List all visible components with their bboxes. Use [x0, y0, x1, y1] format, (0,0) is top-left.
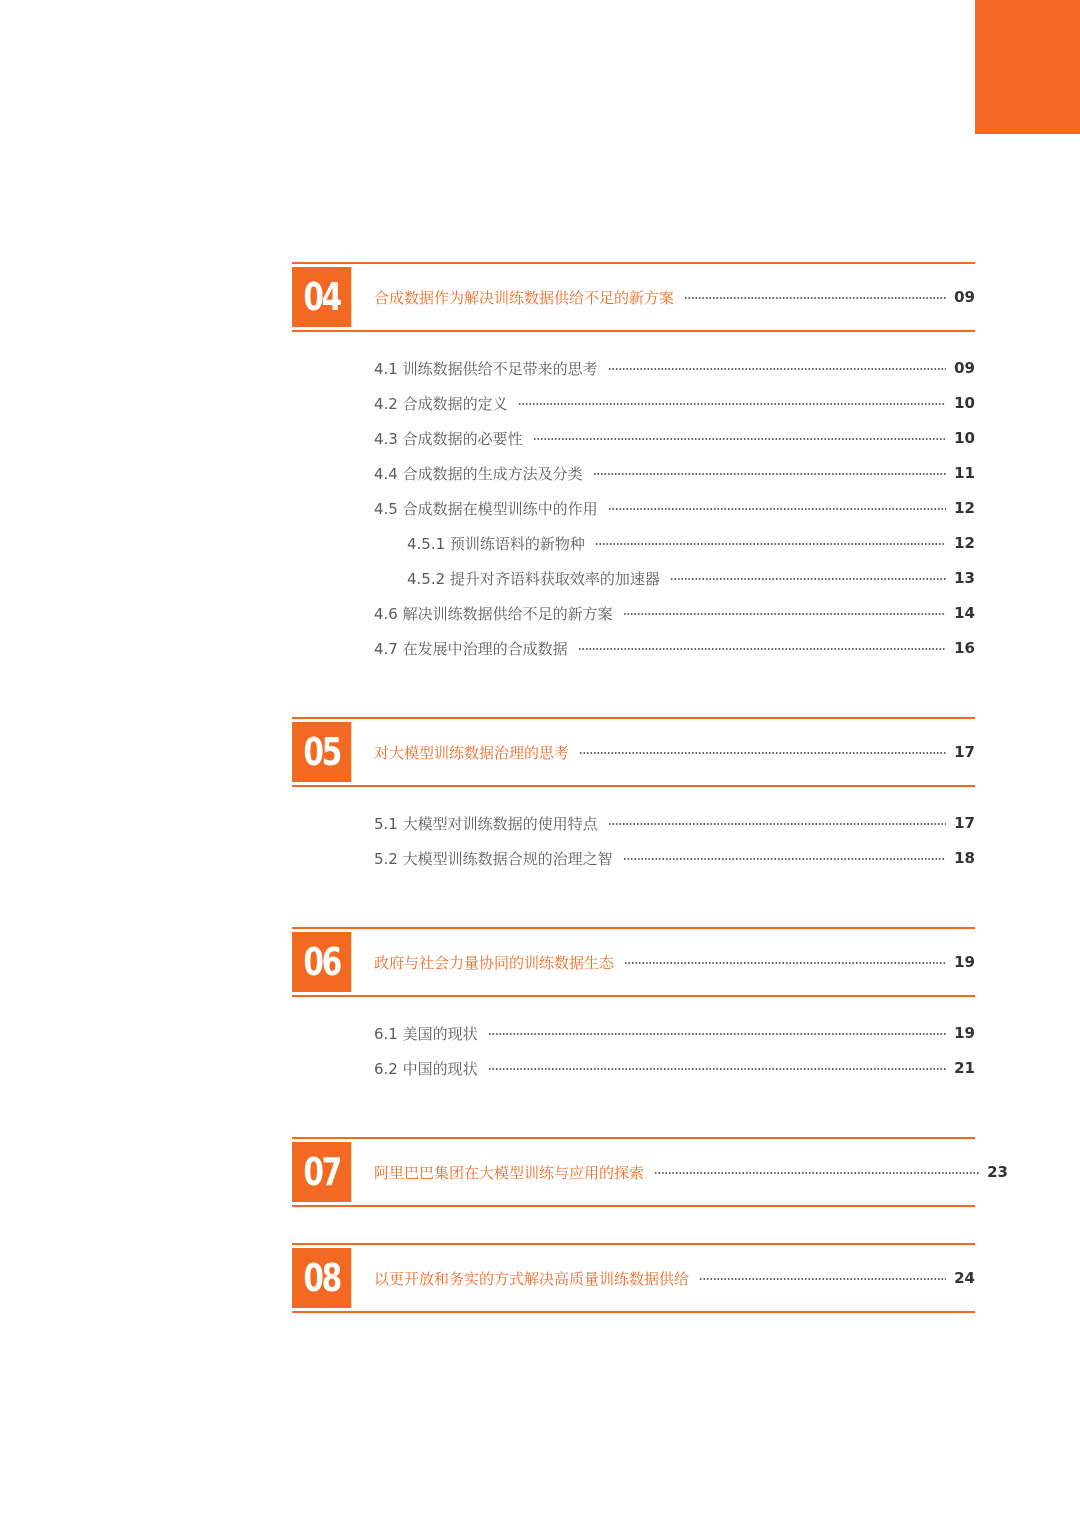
toc-entry-label[interactable]: 4.5.2 提升对齐语料获取效率的加速器 — [407, 569, 660, 588]
chapter-number-badge: 07 — [292, 1142, 351, 1202]
toc-entry-label[interactable]: 5.1 大模型对训练数据的使用特点 — [374, 814, 598, 833]
toc-entry-page: 10 — [954, 394, 975, 412]
toc-subentry[interactable] — [407, 532, 975, 554]
toc-entry-page: 19 — [954, 1024, 975, 1042]
toc-entry-label[interactable]: 6.2 中国的现状 — [374, 1059, 478, 1078]
toc-entry-label[interactable]: 4.6 解决训练数据供给不足的新方案 — [374, 604, 613, 623]
chapter-rule-top — [292, 927, 975, 929]
toc-entry-page: 09 — [954, 359, 975, 377]
chapter-rule-bottom — [292, 785, 975, 787]
leader-dots — [623, 858, 947, 860]
chapter-page-number: 24 — [954, 1269, 975, 1287]
toc-entry-page: 10 — [954, 429, 975, 447]
leader-dots — [488, 1033, 947, 1035]
toc-entry[interactable] — [374, 357, 975, 379]
chapter-rule-top — [292, 262, 975, 264]
chapter-title-row[interactable] — [374, 1267, 975, 1289]
chapter-rule-top — [292, 717, 975, 719]
toc-entry-page: 17 — [954, 814, 975, 832]
toc-entry[interactable] — [374, 637, 975, 659]
chapter-06 — [292, 927, 975, 997]
chapter-rule-top — [292, 1243, 975, 1245]
chapter-rule-top — [292, 1137, 975, 1139]
leader-dots — [608, 508, 947, 510]
toc-entry-page: 21 — [954, 1059, 975, 1077]
chapter-title-row[interactable] — [374, 286, 975, 308]
chapter-number-badge: 05 — [292, 722, 351, 782]
toc-subentry[interactable] — [407, 567, 975, 589]
chapter-07 — [292, 1137, 1008, 1207]
chapter-04 — [292, 262, 975, 332]
leader-dots — [608, 823, 947, 825]
chapter-page-number: 23 — [987, 1163, 1008, 1181]
toc-entry[interactable] — [374, 392, 975, 414]
leader-dots — [579, 752, 946, 754]
leader-dots — [488, 1068, 947, 1070]
chapter-rule-bottom — [292, 1311, 975, 1313]
chapter-title[interactable]: 合成数据作为解决训练数据供给不足的新方案 — [374, 288, 675, 307]
chapter-number-badge: 08 — [292, 1248, 351, 1308]
leader-dots — [518, 403, 947, 405]
chapter-number-badge: 04 — [292, 267, 351, 327]
toc-entry[interactable] — [374, 1022, 975, 1044]
chapter-title-row[interactable] — [374, 1161, 1008, 1183]
leader-dots — [699, 1278, 946, 1280]
chapter-rule-bottom — [292, 995, 975, 997]
toc-entry-label[interactable]: 4.2 合成数据的定义 — [374, 394, 508, 413]
toc-entry[interactable] — [374, 1057, 975, 1079]
leader-dots — [608, 368, 947, 370]
chapter-rule-bottom — [292, 1205, 975, 1207]
toc-entry[interactable] — [374, 602, 975, 624]
chapter-08 — [292, 1243, 975, 1313]
toc-entry-label[interactable]: 4.7 在发展中治理的合成数据 — [374, 639, 568, 658]
chapter-page-number: 17 — [954, 743, 975, 761]
toc-entry-label[interactable]: 4.1 训练数据供给不足带来的思考 — [374, 359, 598, 378]
toc-entry-label[interactable]: 4.3 合成数据的必要性 — [374, 429, 523, 448]
toc-entry-label[interactable]: 6.1 美国的现状 — [374, 1024, 478, 1043]
chapter-number-badge: 06 — [292, 932, 351, 992]
corner-accent-block — [975, 0, 1080, 134]
chapter-rule-bottom — [292, 330, 975, 332]
toc-entry-page: 16 — [954, 639, 975, 657]
toc-entry-page: 11 — [954, 464, 975, 482]
chapter-page-number: 09 — [954, 288, 975, 306]
leader-dots — [654, 1172, 979, 1174]
toc-entry-label[interactable]: 4.4 合成数据的生成方法及分类 — [374, 464, 583, 483]
leader-dots — [533, 438, 947, 440]
leader-dots — [593, 473, 947, 475]
leader-dots — [624, 962, 946, 964]
toc-entry-label[interactable]: 5.2 大模型训练数据合规的治理之智 — [374, 849, 613, 868]
chapter-title[interactable]: 阿里巴巴集团在大模型训练与应用的探索 — [374, 1163, 645, 1182]
leader-dots — [578, 648, 947, 650]
toc-entry-page: 13 — [954, 569, 975, 587]
chapter-page-number: 19 — [954, 953, 975, 971]
toc-entry-page: 18 — [954, 849, 975, 867]
chapter-title[interactable]: 以更开放和务实的方式解决高质量训练数据供给 — [374, 1269, 690, 1288]
leader-dots — [623, 613, 947, 615]
toc-entry[interactable] — [374, 497, 975, 519]
toc-entry-label[interactable]: 4.5 合成数据在模型训练中的作用 — [374, 499, 598, 518]
toc-entry[interactable] — [374, 812, 975, 834]
chapter-title-row[interactable] — [374, 951, 975, 973]
leader-dots — [684, 297, 946, 299]
chapter-05 — [292, 717, 975, 787]
toc-entry-page: 14 — [954, 604, 975, 622]
chapter-title-row[interactable] — [374, 741, 975, 763]
chapter-title[interactable]: 对大模型训练数据治理的思考 — [374, 743, 570, 762]
leader-dots — [670, 578, 946, 580]
leader-dots — [595, 543, 946, 545]
toc-entry-page: 12 — [954, 534, 975, 552]
toc-entry[interactable] — [374, 427, 975, 449]
toc-entry[interactable] — [374, 847, 975, 869]
chapter-title[interactable]: 政府与社会力量协同的训练数据生态 — [374, 953, 615, 972]
toc-entry-label[interactable]: 4.5.1 预训练语料的新物种 — [407, 534, 585, 553]
toc-entry[interactable] — [374, 462, 975, 484]
toc-entry-page: 12 — [954, 499, 975, 517]
